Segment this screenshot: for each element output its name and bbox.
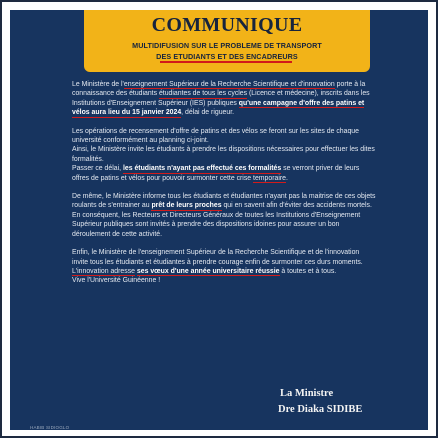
text: se verront priver de leurs offres de patins et vélos pour pouvoir surmonter cette crise xyxy=(72,165,360,182)
subtitle-line-2: DES ETUDIANTS ET DES ENCADREURS xyxy=(156,52,298,61)
highlighted-text: L'innovation adresse xyxy=(72,267,135,275)
text: Ainsi, le Ministère invite les étudiants à prendre les dispositions nécessaires pour effectuer les dites formalités. xyxy=(72,146,375,163)
highlighted-text: qu'une campagne d'offre des patins et vélos aura lieu du 15 janvier 2024 xyxy=(72,99,365,117)
text: à toutes et à tous. xyxy=(279,267,337,275)
highlighted-text: étudiantes de tous les cycles xyxy=(158,90,248,98)
communique-body xyxy=(72,80,376,295)
text: (Licence et médecine), inscrits dans les Institutions d'Enseignement Supérieur (IES) publiques xyxy=(72,90,370,107)
communique-sheet xyxy=(10,10,428,430)
text: Passer ce délai, xyxy=(72,165,123,173)
highlighted-text: enseignement Supérieur de la Recherche Scientifique et d'innovation xyxy=(123,81,335,88)
paragraph-procedure xyxy=(72,127,376,183)
paragraph-closing xyxy=(72,248,376,286)
highlighted-text: les étudiants n'ayant pas effectué ces formalités xyxy=(122,165,282,173)
text: . xyxy=(285,174,288,182)
photo-credit: HABIB SIDIOGLO xyxy=(30,425,70,430)
text: qui en savent afin d'éviter des accidents mortels. xyxy=(221,202,372,210)
text: Les opérations de recensement d'offre de patins et des vélos se feront sur les sites de chaque université conformément au planning ci-joint. xyxy=(72,127,359,145)
text: Enfin, le Ministère de l'enseignement Supérieur de la Recherche Scientifique et de l'innovation invite tous les étudiants et étudiantes à prendre courage enfin de surmonter ces durs moments. xyxy=(72,249,363,266)
text: Le Ministère de l' xyxy=(72,81,124,88)
signature-block xyxy=(278,388,362,415)
paragraph-safety xyxy=(72,192,376,239)
highlighted-text: prêt de leurs proches xyxy=(151,202,222,210)
subtitle-underline xyxy=(160,61,292,63)
text: En conséquent, les Recteurs et Directeurs Généraux de toutes les Institutions d'Enseignement Supérieur publiques sont invités à prendre des dispositions idoines pour assurer un bon déroulement de cette activité. xyxy=(72,211,361,238)
paragraph-announcement xyxy=(72,80,376,118)
text: Vive l'Université Guinéenne ! xyxy=(72,277,161,285)
signature-name: Dre Diaka SIDIBE xyxy=(278,404,363,415)
image-frame xyxy=(2,2,436,436)
header-banner xyxy=(84,10,370,72)
page-title: COMMUNIQUE xyxy=(151,14,303,36)
signature-role: La Ministre xyxy=(280,388,334,399)
text: porte à la connaissance des étudiants xyxy=(72,81,366,98)
text: De même, le Ministère informe tous les étudiants et étudiantes n'ayant pas la maitrise de ces objets roulants de s'entrainer au xyxy=(72,193,376,210)
subtitle-line-1: MULTIDIFUSION SUR LE PROBLEME DE TRANSPORT xyxy=(132,41,322,50)
text: , délai de rigueur. xyxy=(181,109,235,117)
highlighted-text: temporaire xyxy=(253,174,286,182)
highlighted-text: ses vœux d'une année universitaire réussie xyxy=(136,267,280,275)
